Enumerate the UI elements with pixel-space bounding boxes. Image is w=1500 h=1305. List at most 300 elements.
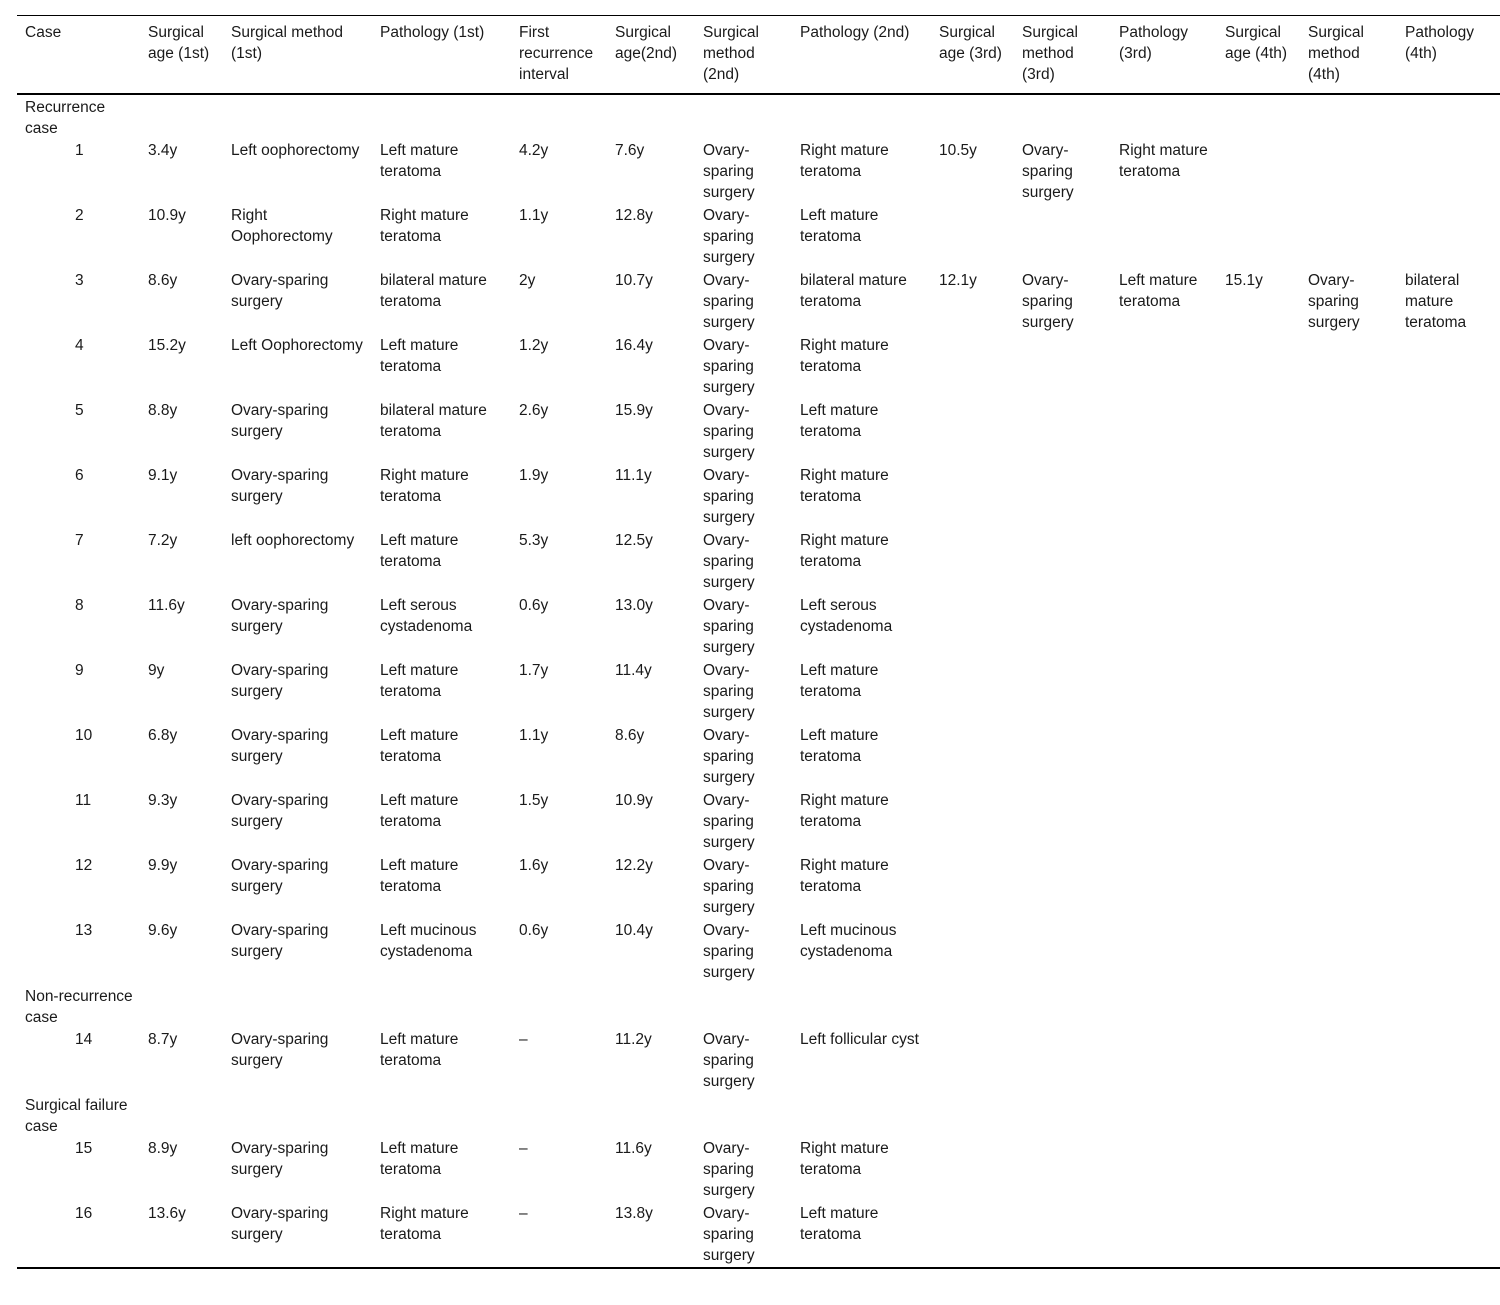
table-cell-pathology-3rd [1111,529,1217,594]
empty-cell [607,1093,695,1137]
table-cell-pathology-1st: bilateral mature teratoma [380,402,487,440]
case-number: 7 [75,532,84,549]
case-number: 2 [75,207,84,224]
column-header-case: Case [25,24,62,41]
table-cell-surgical-age-4th [1217,334,1300,399]
table-cell-surgical-method-1st: Ovary-sparing surgery [231,792,329,830]
table-cell-surgical-method-1st: Left Oophorectomy [231,337,363,354]
table-cell-surgical-method-3rd [1014,464,1111,529]
table-cell-pathology-3rd [1111,919,1217,984]
empty-cell [1397,94,1500,139]
table-cell-surgical-method-4th [1300,789,1397,854]
table-cell-surgical-method-2nd: Ovary-sparing surgery [703,337,755,396]
table-cell-first-recurrence-interval: 1.2y [519,337,549,354]
table-cell-surgical-age-2nd: 11.6y [615,1140,652,1157]
table-cell-surgical-age-1st: 6.8y [148,727,178,744]
empty-cell [1014,984,1111,1028]
table-cell-pathology-2nd: Left mature teratoma [800,1205,879,1243]
group-row [17,94,1500,139]
case-number: 10 [75,727,93,744]
table-cell-surgical-age-1st: 9.1y [148,467,178,484]
table-cell-surgical-age-4th [1217,789,1300,854]
table-cell-pathology-4th [1397,854,1500,919]
table-cell-surgical-method-1st: Ovary-sparing surgery [231,1205,329,1243]
table-cell-surgical-method-4th [1300,724,1397,789]
table-cell-surgical-method-2nd: Ovary-sparing surgery [703,532,755,591]
case-number: 9 [75,662,84,679]
table-cell-pathology-1st: Left mature teratoma [380,1031,459,1069]
empty-cell [372,984,511,1028]
table-cell-pathology-4th [1397,399,1500,464]
table-row [17,334,1500,399]
table-cell-pathology-1st: Left serous cystadenoma [380,597,473,635]
table-row [17,269,1500,334]
table-cell-surgical-method-3rd [1014,529,1111,594]
table-body [17,94,1500,1268]
table-cell-surgical-age-2nd: 10.4y [615,922,653,939]
table-cell-pathology-3rd [1111,854,1217,919]
empty-cell [140,94,223,139]
table-cell-surgical-age-1st: 9.6y [148,922,178,939]
table-cell-surgical-method-4th [1300,399,1397,464]
group-label: Surgical failure case [25,1097,128,1135]
table-cell-pathology-2nd: Right mature teratoma [800,532,889,570]
table-cell-surgical-age-2nd: 12.8y [615,207,653,224]
table-cell-pathology-3rd [1111,724,1217,789]
table-cell-surgical-method-1st: Ovary-sparing surgery [231,662,329,700]
table-cell-surgical-method-1st: Ovary-sparing surgery [231,1140,329,1178]
table-cell-surgical-age-1st: 9.3y [148,792,178,809]
table-cell-first-recurrence-interval: 2y [519,272,536,289]
empty-cell [223,1093,372,1137]
case-number: 16 [75,1205,93,1222]
table-cell-surgical-method-4th [1300,854,1397,919]
table-cell-pathology-3rd [1111,204,1217,269]
table-cell-surgical-age-2nd: 10.7y [615,272,653,289]
case-number: 14 [75,1031,93,1048]
table-cell-pathology-4th [1397,139,1500,204]
table-row [17,464,1500,529]
case-number: 4 [75,337,84,354]
table-cell-surgical-age-3rd [931,854,1014,919]
table-cell-surgical-age-2nd: 15.9y [615,402,653,419]
empty-cell [1217,94,1300,139]
table-cell-surgical-method-2nd: Ovary-sparing surgery [703,207,755,266]
table-cell-surgical-method-4th [1300,139,1397,204]
table-cell-surgical-method-4th [1300,1202,1397,1268]
table-cell-surgical-method-1st: left oophorectomy [231,532,355,549]
table-cell-surgical-age-1st: 3.4y [148,142,178,159]
table-cell-surgical-age-2nd: 13.0y [615,597,653,614]
table-cell-surgical-method-1st: Ovary-sparing surgery [231,1031,329,1069]
table-cell-first-recurrence-interval: – [519,1031,528,1048]
table-cell-surgical-age-4th [1217,139,1300,204]
table-cell-pathology-2nd: Right mature teratoma [800,142,889,180]
table-cell-surgical-age-3rd [931,399,1014,464]
table-cell-first-recurrence-interval: 0.6y [519,922,549,939]
table-cell-pathology-4th [1397,1028,1500,1093]
table-cell-pathology-4th [1397,1202,1500,1268]
empty-cell [607,984,695,1028]
table-cell-pathology-1st: Left mature teratoma [380,337,459,375]
table-cell-surgical-method-4th [1300,334,1397,399]
table-cell-first-recurrence-interval: 1.1y [519,207,549,224]
table-cell-surgical-method-3rd [1014,594,1111,659]
case-number: 15 [75,1140,93,1157]
empty-cell [931,984,1014,1028]
table-cell-pathology-2nd: Left mucinous cystadenoma [800,922,897,960]
table-cell-pathology-4th [1397,659,1500,724]
table-cell-surgical-age-2nd: 8.6y [615,727,645,744]
table-cell-surgical-method-3rd: Ovary-sparing surgery [1022,142,1074,201]
table-cell-surgical-age-3rd [931,1202,1014,1268]
table-cell-pathology-1st: Left mature teratoma [380,792,459,830]
column-header-first-recurrence-interval: First recurrence interval [519,24,594,83]
empty-cell [1300,1093,1397,1137]
table-cell-pathology-2nd: Left mature teratoma [800,207,879,245]
table-cell-surgical-method-1st: Ovary-sparing surgery [231,467,329,505]
table-cell-surgical-method-2nd: Ovary-sparing surgery [703,792,755,851]
table-cell-surgical-age-2nd: 10.9y [615,792,653,809]
table-cell-pathology-1st: Left mucinous cystadenoma [380,922,477,960]
table-cell-pathology-3rd [1111,334,1217,399]
table-cell-surgical-method-1st: Ovary-sparing surgery [231,597,329,635]
table-cell-surgical-method-1st: Ovary-sparing surgery [231,402,329,440]
case-number: 11 [75,792,92,809]
table-cell-pathology-4th: bilateral mature teratoma [1405,272,1467,331]
table-row [17,139,1500,204]
group-label: Non-recurrence case [25,988,133,1026]
empty-cell [695,1093,792,1137]
table-cell-surgical-method-3rd [1014,789,1111,854]
table-cell-pathology-1st: Left mature teratoma [380,142,459,180]
table-cell-surgical-age-3rd [931,1137,1014,1202]
empty-cell [792,1093,931,1137]
table-cell-surgical-age-1st: 11.6y [148,597,185,614]
table-cell-pathology-1st: Left mature teratoma [380,857,459,895]
table-cell-pathology-2nd: Right mature teratoma [800,467,889,505]
empty-cell [695,94,792,139]
table-cell-surgical-method-2nd: Ovary-sparing surgery [703,467,755,526]
column-header-pathology-4th: Pathology (4th) [1405,24,1474,62]
table-cell-surgical-method-2nd: Ovary-sparing surgery [703,857,755,916]
table-row [17,919,1500,984]
empty-cell [140,1093,223,1137]
table-cell-pathology-1st: bilateral mature teratoma [380,272,487,310]
case-number: 3 [75,272,84,289]
table-cell-first-recurrence-interval: – [519,1205,528,1222]
table-cell-surgical-method-2nd: Ovary-sparing surgery [703,662,755,721]
table-cell-surgical-method-2nd: Ovary-sparing surgery [703,272,755,331]
empty-cell [792,984,931,1028]
empty-cell [931,1093,1014,1137]
table-cell-surgical-method-3rd [1014,204,1111,269]
table-cell-surgical-age-3rd [931,789,1014,854]
table-cell-pathology-1st: Left mature teratoma [380,1140,459,1178]
empty-cell [1397,984,1500,1028]
table-cell-pathology-3rd [1111,1028,1217,1093]
table-cell-surgical-age-4th [1217,919,1300,984]
table-cell-pathology-4th [1397,724,1500,789]
table-cell-pathology-2nd: Left mature teratoma [800,727,879,765]
table-row [17,789,1500,854]
group-label: Recurrence case [25,99,106,137]
table-cell-surgical-method-2nd: Ovary-sparing surgery [703,402,755,461]
table-cell-surgical-age-2nd: 12.5y [615,532,653,549]
table-cell-surgical-method-4th [1300,529,1397,594]
table-cell-first-recurrence-interval: 2.6y [519,402,549,419]
empty-cell [695,984,792,1028]
table-cell-surgical-age-1st: 15.2y [148,337,186,354]
empty-cell [511,94,607,139]
table-cell-surgical-method-1st: Right Oophorectomy [231,207,333,245]
empty-cell [1300,94,1397,139]
table-cell-pathology-4th [1397,464,1500,529]
table-cell-surgical-age-4th [1217,464,1300,529]
empty-cell [1014,1093,1111,1137]
table-cell-surgical-method-4th [1300,594,1397,659]
table-cell-surgical-age-3rd: 12.1y [939,272,977,289]
table-row [17,854,1500,919]
table-cell-pathology-3rd: Left mature teratoma [1119,272,1198,310]
table-cell-surgical-age-1st: 8.6y [148,272,178,289]
table-cell-first-recurrence-interval: 1.5y [519,792,549,809]
empty-cell [140,984,223,1028]
column-header-surgical-method-4th: Surgical method (4th) [1308,24,1364,83]
table-cell-pathology-4th [1397,789,1500,854]
table-cell-surgical-age-2nd: 16.4y [615,337,653,354]
table-cell-surgical-method-3rd: Ovary-sparing surgery [1022,272,1074,331]
column-header-surgical-age-4th: Surgical age (4th) [1225,24,1288,62]
case-number: 13 [75,922,93,939]
table-cell-pathology-2nd: bilateral mature teratoma [800,272,907,310]
table-cell-surgical-age-4th [1217,594,1300,659]
table-cell-pathology-2nd: Right mature teratoma [800,857,889,895]
table-cell-surgical-age-1st: 8.9y [148,1140,178,1157]
table-cell-surgical-age-2nd: 11.4y [615,662,652,679]
table-cell-surgical-age-1st: 10.9y [148,207,186,224]
table-cell-surgical-age-4th [1217,659,1300,724]
column-header-surgical-method-3rd: Surgical method (3rd) [1022,24,1078,83]
table-row [17,724,1500,789]
table-cell-pathology-2nd: Left mature teratoma [800,402,879,440]
table-cell-first-recurrence-interval: 1.1y [519,727,549,744]
case-number: 12 [75,857,93,874]
column-header-surgical-age-3rd: Surgical age (3rd) [939,24,1002,62]
table-cell-surgical-method-2nd: Ovary-sparing surgery [703,142,755,201]
table-row [17,529,1500,594]
column-header-surgical-age-1st: Surgical age (1st) [148,24,210,62]
table-header [17,16,1500,95]
table-cell-surgical-method-1st: Ovary-sparing surgery [231,272,329,310]
table-cell-surgical-method-4th [1300,659,1397,724]
table-cell-pathology-3rd [1111,399,1217,464]
table-cell-pathology-4th [1397,529,1500,594]
table-cell-surgical-age-2nd: 7.6y [615,142,645,159]
empty-cell [372,94,511,139]
empty-cell [607,94,695,139]
table-cell-pathology-1st: Right mature teratoma [380,207,469,245]
table-cell-pathology-4th [1397,919,1500,984]
table-cell-surgical-method-1st: Ovary-sparing surgery [231,922,329,960]
table-cell-first-recurrence-interval: – [519,1140,528,1157]
table-row [17,1202,1500,1268]
table-cell-surgical-age-1st: 7.2y [148,532,178,549]
table-cell-surgical-method-3rd [1014,1202,1111,1268]
table-cell-first-recurrence-interval: 4.2y [519,142,549,159]
column-header-surgical-method-2nd: Surgical method (2nd) [703,24,759,83]
column-header-pathology-2nd: Pathology (2nd) [800,24,910,41]
table-cell-surgical-method-2nd: Ovary-sparing surgery [703,597,755,656]
table-cell-pathology-3rd [1111,464,1217,529]
table-cell-surgical-age-1st: 9.9y [148,857,178,874]
table-cell-surgical-age-1st: 8.7y [148,1031,178,1048]
table-cell-pathology-3rd [1111,659,1217,724]
table-row [17,204,1500,269]
table-cell-surgical-age-3rd [931,724,1014,789]
table-cell-surgical-age-4th [1217,724,1300,789]
table-row [17,399,1500,464]
table-cell-surgical-age-3rd [931,1028,1014,1093]
empty-cell [223,94,372,139]
table-cell-first-recurrence-interval: 1.7y [519,662,549,679]
table-cell-surgical-age-4th: 15.1y [1225,272,1263,289]
table-cell-surgical-age-3rd: 10.5y [939,142,977,159]
table-row [17,659,1500,724]
table-cell-pathology-2nd: Left serous cystadenoma [800,597,893,635]
table-cell-pathology-2nd: Left follicular cyst [800,1031,919,1048]
table-cell-surgical-method-3rd [1014,334,1111,399]
table-cell-surgical-method-2nd: Ovary-sparing surgery [703,727,755,786]
table-cell-pathology-3rd: Right mature teratoma [1119,142,1208,180]
table-cell-surgical-age-1st: 8.8y [148,402,178,419]
table-cell-first-recurrence-interval: 0.6y [519,597,549,614]
empty-cell [931,94,1014,139]
table-cell-first-recurrence-interval: 1.9y [519,467,549,484]
table-cell-surgical-age-3rd [931,204,1014,269]
table-cell-pathology-3rd [1111,1137,1217,1202]
table-cell-first-recurrence-interval: 5.3y [519,532,549,549]
table-cell-surgical-method-4th [1300,1028,1397,1093]
table-cell-pathology-1st: Left mature teratoma [380,532,459,570]
table-cell-surgical-age-2nd: 13.8y [615,1205,653,1222]
table-cell-pathology-1st: Right mature teratoma [380,1205,469,1243]
group-row [17,1093,1500,1137]
table-cell-surgical-method-1st: Left oophorectomy [231,142,360,159]
column-header-surgical-method-1st: Surgical method (1st) [231,24,344,62]
empty-cell [792,94,931,139]
empty-cell [1217,1093,1300,1137]
table-cell-surgical-method-3rd [1014,1137,1111,1202]
table-cell-surgical-age-3rd [931,334,1014,399]
table-cell-surgical-age-1st: 13.6y [148,1205,186,1222]
case-number: 5 [75,402,84,419]
empty-cell [1111,984,1217,1028]
empty-cell [511,984,607,1028]
case-number: 1 [75,142,84,159]
table-cell-surgical-age-3rd [931,529,1014,594]
empty-cell [372,1093,511,1137]
table-cell-pathology-1st: Left mature teratoma [380,662,459,700]
table-cell-surgical-age-4th [1217,529,1300,594]
table-cell-surgical-age-4th [1217,399,1300,464]
table-cell-surgical-method-4th [1300,204,1397,269]
table-cell-pathology-3rd [1111,789,1217,854]
table-cell-surgical-age-4th [1217,854,1300,919]
table-cell-pathology-1st: Left mature teratoma [380,727,459,765]
empty-cell [1397,1093,1500,1137]
table-cell-pathology-3rd [1111,1202,1217,1268]
table-cell-pathology-4th [1397,594,1500,659]
empty-cell [1111,1093,1217,1137]
table-cell-pathology-1st: Right mature teratoma [380,467,469,505]
table-cell-surgical-method-2nd: Ovary-sparing surgery [703,922,755,981]
case-number: 8 [75,597,84,614]
table-cell-surgical-method-3rd [1014,854,1111,919]
empty-cell [1111,94,1217,139]
table-cell-surgical-method-3rd [1014,919,1111,984]
table-row [17,594,1500,659]
empty-cell [1300,984,1397,1028]
column-header-pathology-1st: Pathology (1st) [380,24,485,41]
table-cell-surgical-method-2nd: Ovary-sparing surgery [703,1140,755,1199]
group-row [17,984,1500,1028]
table-cell-surgical-age-4th [1217,1202,1300,1268]
empty-cell [511,1093,607,1137]
table-cell-surgical-age-3rd [931,464,1014,529]
table-cell-surgical-age-2nd: 11.1y [615,467,652,484]
table-cell-surgical-age-4th [1217,1137,1300,1202]
table-cell-surgical-method-4th: Ovary-sparing surgery [1308,272,1360,331]
table-cell-surgical-age-3rd [931,919,1014,984]
table-cell-surgical-method-3rd [1014,659,1111,724]
table-cell-surgical-age-2nd: 11.2y [615,1031,652,1048]
column-header-pathology-3rd: Pathology (3rd) [1119,24,1188,62]
table-cell-surgical-method-2nd: Ovary-sparing surgery [703,1205,755,1264]
case-table [17,15,1500,1269]
table-cell-surgical-method-3rd [1014,724,1111,789]
case-number: 6 [75,467,84,484]
column-header-surgical-age-2nd: Surgical age(2nd) [615,24,678,62]
table-cell-surgical-age-1st: 9y [148,662,165,679]
table-cell-pathology-4th [1397,1137,1500,1202]
table-cell-pathology-4th [1397,334,1500,399]
table-cell-surgical-age-3rd [931,659,1014,724]
table-cell-surgical-method-4th [1300,464,1397,529]
table-cell-pathology-2nd: Right mature teratoma [800,1140,889,1178]
table-cell-first-recurrence-interval: 1.6y [519,857,549,874]
table-cell-surgical-method-1st: Ovary-sparing surgery [231,727,329,765]
table-cell-surgical-age-4th [1217,204,1300,269]
table-row [17,1137,1500,1202]
empty-cell [1217,984,1300,1028]
table-cell-surgical-age-4th [1217,1028,1300,1093]
table-cell-surgical-method-3rd [1014,399,1111,464]
table-cell-surgical-method-4th [1300,919,1397,984]
table-cell-surgical-method-2nd: Ovary-sparing surgery [703,1031,755,1090]
empty-cell [223,984,372,1028]
table-cell-pathology-3rd [1111,594,1217,659]
table-cell-pathology-2nd: Right mature teratoma [800,337,889,375]
table-cell-pathology-2nd: Right mature teratoma [800,792,889,830]
header-row [17,16,1500,95]
table-cell-surgical-age-2nd: 12.2y [615,857,653,874]
table-cell-surgical-method-4th [1300,1137,1397,1202]
empty-cell [1014,94,1111,139]
table-cell-surgical-method-1st: Ovary-sparing surgery [231,857,329,895]
table-cell-pathology-4th [1397,204,1500,269]
table-cell-surgical-method-3rd [1014,1028,1111,1093]
